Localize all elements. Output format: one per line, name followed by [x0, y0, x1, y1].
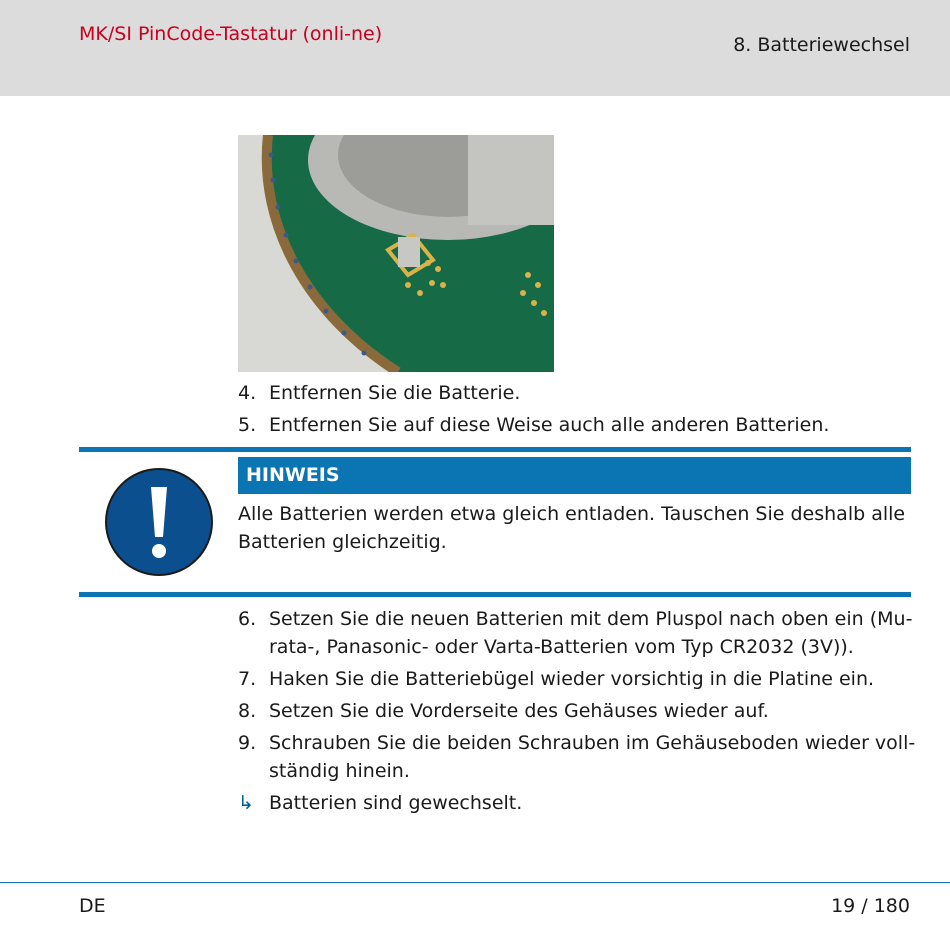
notice-text: Alle Batterien werden etwa gleich entladen. Tauschen Sie deshalb alle Batterien gleichzeitig. [238, 503, 906, 553]
step-text: Entfernen Sie die Batterie. [269, 382, 521, 404]
steps-list-b [238, 605, 918, 821]
chapter-title: 8. Batteriewechsel [733, 34, 910, 56]
battery-photo [238, 135, 554, 372]
document-title: MK/SI PinCode-Tastatur (onli-ne) [79, 23, 383, 45]
step-text: Entfernen Sie auf diese Weise auch alle anderen Batterien. [269, 414, 830, 436]
page-header [0, 0, 950, 96]
result-item [238, 789, 918, 817]
notice-bottom-rule [79, 592, 911, 597]
exclamation-icon [104, 467, 214, 577]
page-number: 19 / 180 [831, 895, 910, 917]
step-number: 7. [238, 668, 257, 690]
language-label: DE [79, 895, 106, 917]
step-number: 8. [238, 700, 257, 722]
footer-rule [0, 882, 950, 883]
step-text: Setzen Sie die neuen Batterien mit dem Pluspol nach oben ein (Mu-rata-, Panasonic- oder Varta-Batterien vom Typ CR2032 (3V)). [269, 608, 913, 658]
step-number: 9. [238, 732, 257, 754]
step-text: Setzen Sie die Vorderseite des Gehäuses wieder auf. [269, 700, 769, 722]
list-item [238, 665, 918, 693]
battery-pcb-illustration [238, 135, 554, 372]
notice-title: HINWEIS [238, 457, 911, 494]
list-item [238, 697, 918, 725]
step-text: Haken Sie die Batteriebügel wieder vorsichtig in die Platine ein. [269, 668, 875, 690]
result-arrow-icon: ↳ [238, 792, 254, 814]
step-number: 6. [238, 608, 257, 630]
list-item [238, 379, 918, 407]
steps-list-a [238, 379, 918, 443]
step-number: 5. [238, 414, 257, 436]
step-number: 4. [238, 382, 257, 404]
result-text: Batterien sind gewechselt. [269, 792, 523, 814]
step-text: Schrauben Sie die beiden Schrauben im Gehäuseboden wieder voll-ständig hinein. [269, 732, 916, 782]
list-item [238, 605, 918, 661]
list-item [238, 729, 918, 785]
notice-top-rule [79, 447, 911, 452]
list-item [238, 411, 918, 439]
